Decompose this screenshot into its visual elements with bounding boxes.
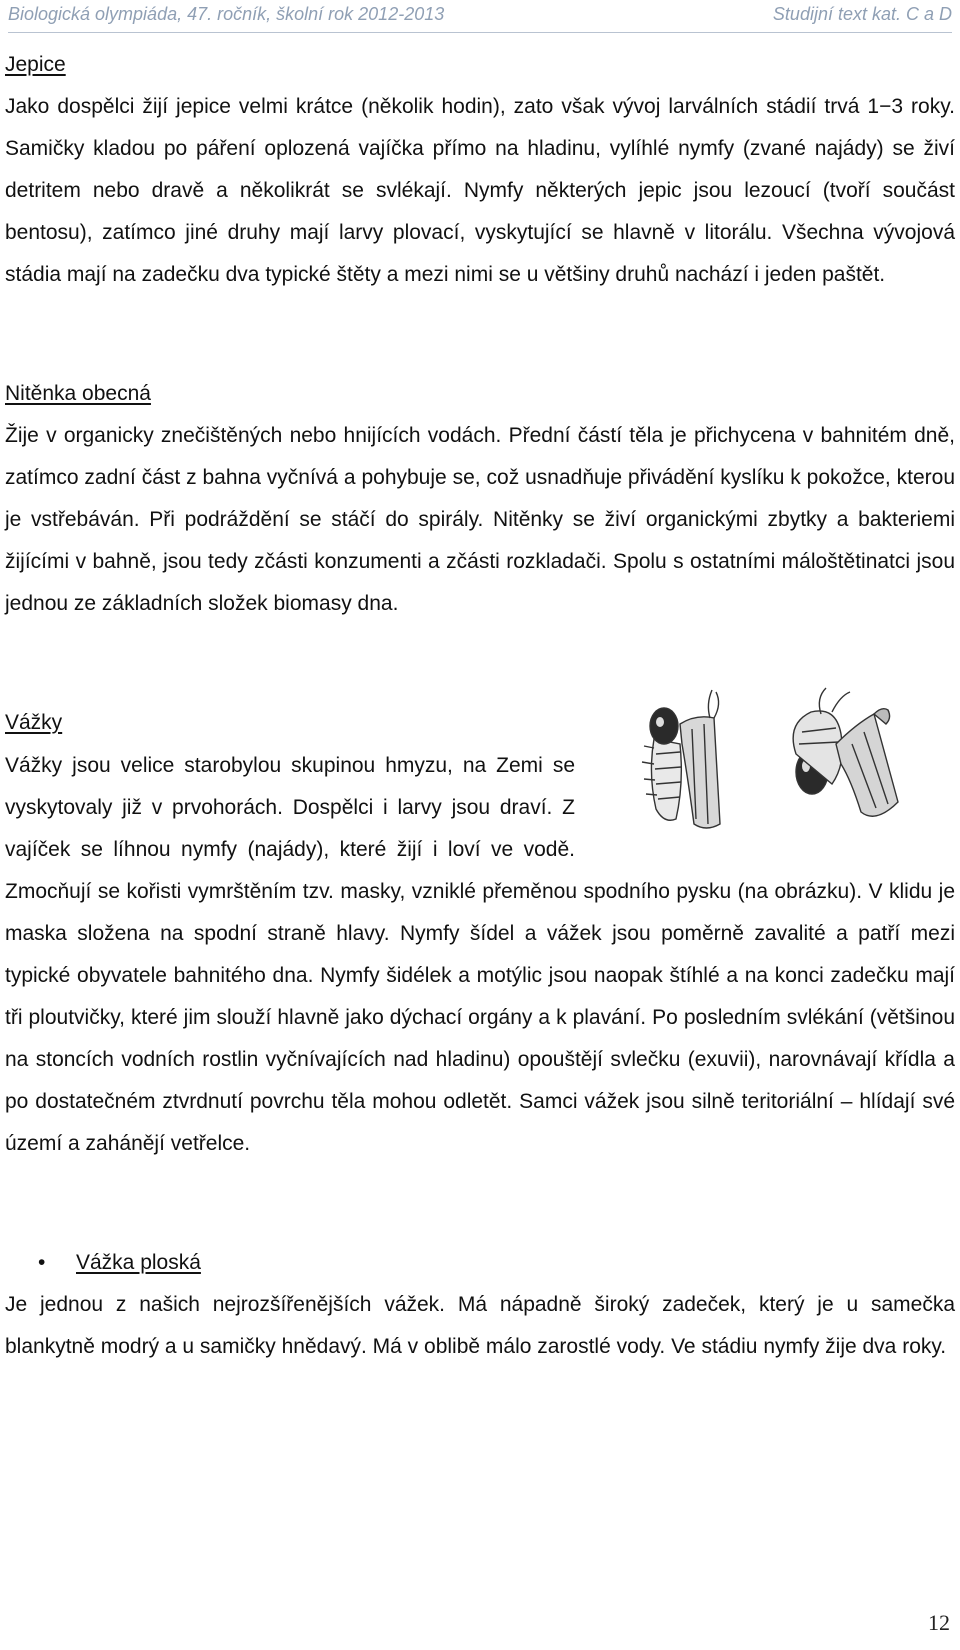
page-header: [8, 2, 952, 33]
paragraph-vazky: Vážky jsou velice starobylou skupinou hmyzu, na Zemi se vyskytovaly již v prvohorách. Dospělci i larvy jsou draví. Z vajíček se líhnou nymfy (najády), které žijí i loví ve vodě. Zmocňují se kořisti vymrštěním tzv. masky, vzniklé přeměnou spodního pysku (na obrázku). V klidu je maska složena na spodní straně hlavy. Nymfy šídel a vážek jsou poměrně zavalité a patří mezi typické obyvatele bahnitého dna. Nymfy šidélek a motýlic jsou naopak štíhlé a na konci zadečku mají tři ploutvičky, které jim slouží hlavně jako dýchací orgány a k plavání. Po posledním svlékání (většinou na stoncích vodních rostlin vyčnívajících nad hladinu) opouštějí svlečku (exuvii), narovnávají křídla a po dostatečném ztvrdnutí povrchu těla mohou odletět. Samci vážek jsou silně teritoriální – hlídají své území a zahánějí vetřelce.: [5, 754, 955, 1155]
section-heading-jepice: Jepice: [5, 53, 66, 76]
paragraph-jepice: Jako dospělci žijí jepice velmi krátce (několik hodin), zato však vývoj larválních stádií trvá 1−3 roky. Samičky kladou po páření oplozená vajíčka přímo na hladinu, vylíhlé nymfy (zvané najády) se živí detritem nebo dravě a několikrát se svlékají. Nymfy některých jepic jsou lezoucí (tvoří součást bentosu), zatímco jiné druhy mají larvy plovací, vyskytující se hlavně v litorálu. Všechna vývojová stádia mají na zadečku dva typické štěty a mezi nimi se u většiny druhů nachází i jeden paštět.: [5, 95, 955, 286]
paragraph-vazka-ploska: Je jednou z našich nejrozšířenějších vážek. Má nápadně široký zadeček, který je u samečka blankytně modrý a u samičky hnědavý. Má v oblibě málo zarostlé vody. Ve stádiu nymfy žije dva roky.: [5, 1293, 955, 1358]
section-heading-nitenka: Nitěnka obecná: [5, 382, 151, 405]
paragraph-nitenka: Žije v organicky znečištěných nebo hnijících vodách. Přední částí těla je přichycena v bahnitém dně, zatímco zadní část z bahna vyčnívá a pohybuje se, což usnadňuje přivádění kyslíku k pokožce, kterou je vstřebáván. Při podráždění se stáčí do spirály. Nitěnky se živí organickými zbytky a bakteriemi žijícími v bahně, jsou tedy zčásti konzumenti a zčásti rozkladači. Spolu s ostatními máloštětinatci jsou jednou ze základních složek biomasy dna.: [5, 424, 955, 615]
dragonfly-nymph-mask-illustration-icon: [636, 684, 922, 834]
header-title: Biologická olympiáda, 47. ročník, školní rok 2012-2013: [8, 4, 445, 24]
header-category: Studijní text kat. C a D: [772, 4, 952, 24]
section-heading-vazka-ploska: Vážka ploská: [76, 1251, 201, 1274]
page-number: 12: [928, 1610, 950, 1635]
bullet-point: •: [38, 1251, 46, 1274]
section-heading-vazky: Vážky: [5, 711, 63, 734]
